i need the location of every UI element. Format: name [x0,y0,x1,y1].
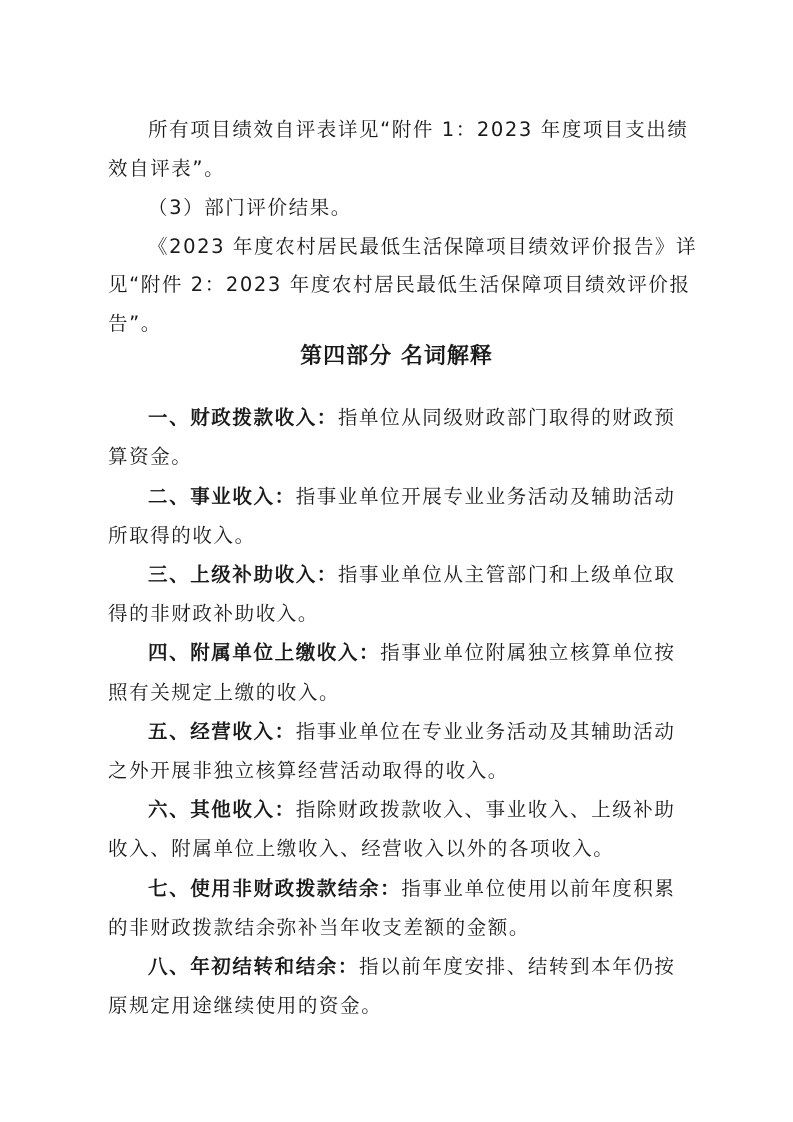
definition-4-term: 四、附属单位上缴收入： [148,641,381,664]
definition-1-line-1 [148,405,693,431]
definition-4-line-1 [148,640,693,666]
definition-7-term: 七、使用非财政拨款结余： [148,877,402,900]
definition-2-term: 二、事业收入： [148,485,296,508]
definition-6-line-2: 收入、附属单位上缴收入、经营收入以外的各项收入。 [108,837,615,860]
definition-8-text: 指以前年度安排、结转到本年仍按 [359,955,676,978]
definition-6-term: 六、其他收入： [148,798,296,821]
definition-3-line-1 [148,562,693,588]
definition-5-term: 五、经营收入： [148,720,296,743]
definition-4-text: 指事业单位附属独立核算单位按 [380,641,676,664]
intro-paragraph-3-line-1: 《2023 年度农村居民最低生活保障项目绩效评价报告》详 [148,235,698,258]
definition-3-text: 指事业单位从主管部门和上级单位取 [337,563,676,586]
definition-7-line-2: 的非财政拨款结余弥补当年收支差额的金额。 [108,916,531,939]
definition-6-line-1 [148,797,693,823]
definition-5-line-2: 之外开展非独立核算经营活动取得的收入。 [108,759,509,782]
definition-7-text: 指事业单位使用以前年度积累 [401,877,676,900]
definition-3-line-2: 得的非财政补助收入。 [108,602,320,625]
definition-1-line-2: 算资金。 [108,445,193,468]
section-title: 第四部分 名词解释 [300,343,493,369]
intro-paragraph-1-line-1: 所有项目绩效自评表详见“附件 1：2023 年度项目支出绩 [148,118,689,141]
definition-4-line-2: 照有关规定上缴的收入。 [108,681,341,704]
definition-8-line-1 [148,954,693,980]
intro-paragraph-2: （3）部门评价结果。 [148,196,352,219]
definition-6-text: 指除财政拨款收入、事业收入、上级补助 [295,798,676,821]
definition-2-line-1 [148,484,693,510]
intro-paragraph-3-line-2: 见“附件 2：2023 年度农村居民最低生活保障项目绩效评价报 [108,273,691,296]
definition-5-text: 指事业单位在专业业务活动及其辅助活动 [295,720,676,743]
definition-2-line-2: 所取得的收入。 [108,524,256,547]
definition-7-line-1 [148,876,693,902]
definition-8-line-2: 原规定用途继续使用的资金。 [108,994,383,1017]
definition-1-term: 一、财政拨款收入： [148,406,338,429]
definition-2-text: 指事业单位开展专业业务活动及辅助活动 [295,485,676,508]
definition-3-term: 三、上级补助收入： [148,563,338,586]
definition-1-text: 指单位从同级财政部门取得的财政预 [337,406,676,429]
definition-8-term: 八、年初结转和结余： [148,955,360,978]
intro-paragraph-1-line-2: 效自评表”。 [108,157,226,180]
definition-5-line-1 [148,719,693,745]
intro-paragraph-3-line-3: 告”。 [108,312,162,335]
